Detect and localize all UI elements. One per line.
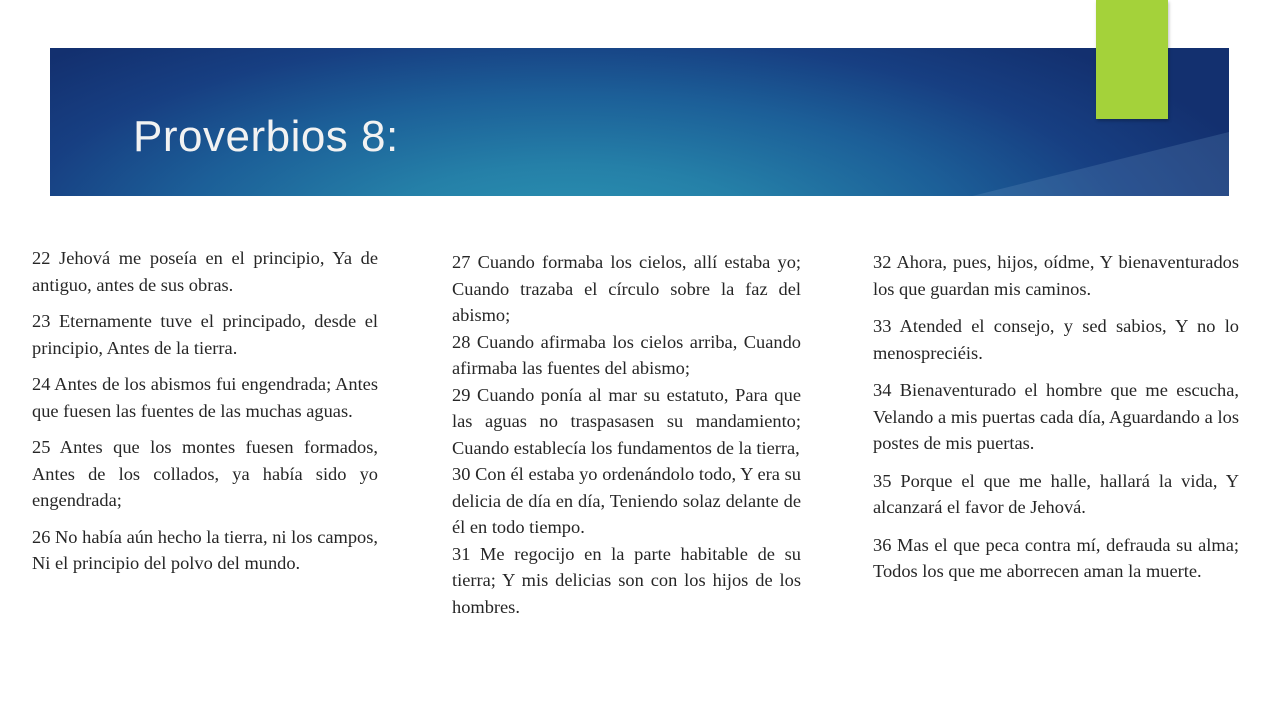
accent-bar: [1096, 0, 1168, 119]
verse-32: 32 Ahora, pues, hijos, oídme, Y bienaventurados los que guardan mis caminos.: [873, 252, 1239, 299]
verse-29: 29 Cuando ponía al mar su estatuto, Para que las aguas no traspasasen su mandamiento; Cuando establecía los fundamentos de la tierra,: [452, 384, 801, 458]
verse-24: 24 Antes de los abismos fui engendrada; Antes que fuesen las fuentes de las muchas aguas.: [32, 374, 378, 421]
verses-column-1: [32, 245, 378, 587]
verse-22: 22 Jehová me poseía en el principio, Ya de antiguo, antes de sus obras.: [32, 248, 378, 295]
verse-28: 28 Cuando afirmaba los cielos arriba, Cuando afirmaba las fuentes del abismo;: [452, 331, 801, 378]
verse-33: 33 Atended el consejo, y sed sabios, Y no lo menospreciéis.: [873, 316, 1239, 363]
slide-title: Proverbios 8:: [133, 112, 399, 161]
verse-23: 23 Eternamente tuve el principado, desde el principio, Antes de la tierra.: [32, 311, 378, 358]
verse-34: 34 Bienaventurado el hombre que me escucha, Velando a mis puertas cada día, Aguardando a los postes de mis puertas.: [873, 380, 1239, 453]
verse-36: 36 Mas el que peca contra mí, defrauda su alma; Todos los que me aborrecen aman la muerte.: [873, 534, 1239, 581]
verse-27: 27 Cuando formaba los cielos, allí estaba yo; Cuando trazaba el círculo sobre la faz del abismo;: [452, 252, 801, 325]
verse-26: 26 No había aún hecho la tierra, ni los campos, Ni el principio del polvo del mundo.: [32, 526, 378, 573]
verse-35: 35 Porque el que me halle, hallará la vida, Y alcanzará el favor de Jehová.: [873, 470, 1239, 517]
verse-30: 30 Con él estaba yo ordenándolo todo, Y era su delicia de día en día, Teniendo solaz delante de él en todo tiempo.: [452, 464, 801, 537]
verse-31: 31 Me regocijo en la parte habitable de su tierra; Y mis delicias son con los hijos de los hombres.: [452, 543, 801, 617]
verse-25: 25 Antes que los montes fuesen formados, Antes de los collados, ya había sido yo engendrada;: [32, 437, 378, 510]
verses-column-3: [873, 249, 1239, 596]
verses-column-2: [452, 249, 801, 620]
